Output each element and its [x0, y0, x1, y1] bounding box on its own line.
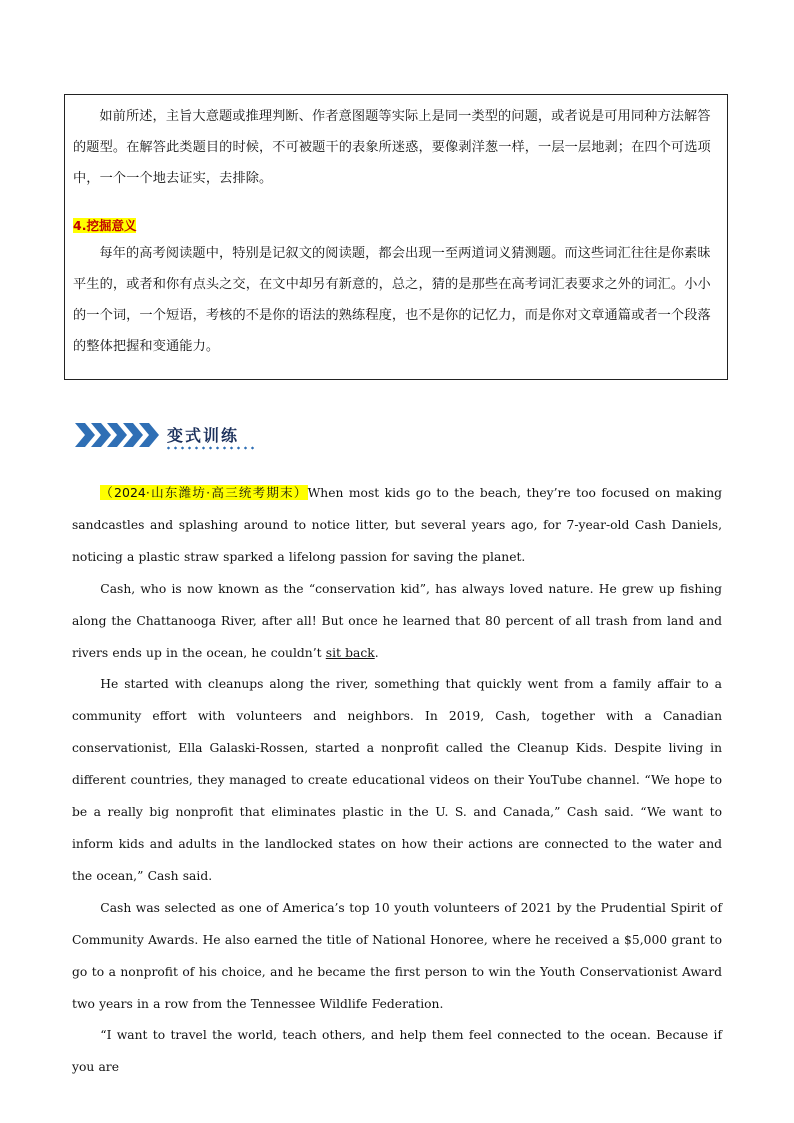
underlined-phrase: sit back: [325, 645, 375, 660]
passage-paragraph-1-text: When most kids go to the beach, they’re too focused on making sandcastles and splashing around to notice litter, but several years ago, for 7-year-old Cash Daniels, noticing a plastic straw sparked a lifelong passion for saving the planet.: [72, 486, 722, 564]
passage-paragraph-2-text: Cash, who is now known as the “conservation kid”, has always loved nature. He grew up fishing along the Chattanooga River, after all! But once he learned that 80 percent of all trash from land and rivers ends up in the ocean, he couldn’t: [72, 581, 722, 660]
tip-paragraph-1: 如前所述，主旨大意题或推理判断、作者意图题等实际上是同一类型的问题，或者说是可用同种方法解答的题型。在解答此类题目的时候，不可被题干的表象所迷惑，要像剥洋葱一样，一层一层地剥；在四个可选项中，一个一个地去证实，去排除。: [73, 109, 711, 186]
reading-passage: [72, 477, 722, 1084]
section-title: 变式训练: [167, 426, 240, 445]
passage-paragraph-2-end: .: [374, 645, 379, 660]
dotted-underline: [165, 446, 257, 450]
tip-paragraph-2: 每年的高考阅读题中，特别是记叙文的阅读题，都会出现一至两道词义猜测题。而这些词汇往往是你素昧平生的，或者和你有点头之交，在文中却另有新意的，总之，猜的是那些在高考词汇表要求之外的词汇。小小的一个词，一个短语，考核的不是你的语法的熟练程度，也不是你的记忆力，而是你对文章通篇或者一个段落的整体把握和变通能力。: [73, 246, 711, 354]
source-tag: （2024·山东潍坊·高三统考期末）: [100, 485, 308, 500]
tip-heading: [73, 216, 719, 236]
passage-paragraph-2: [72, 574, 722, 670]
strategy-tip-box: [64, 94, 728, 380]
tip-heading-text: 4.挖掘意义: [73, 218, 137, 233]
chevron-arrows-icon: [75, 423, 161, 447]
passage-paragraph-3: He started with cleanups along the river, something that quickly went from a family affair to a community effort with volunteers and neighbors. In 2019, Cash, together with a Canadian conservationist, Ella Galaski-Rossen, started a nonprofit called the Cleanup Kids. Despite living in different countries, they managed to create educational videos on their YouTube channel. “We hope to be a really big nonprofit that eliminates plastic in the U. S. and Canada,” Cash said. “We want to inform kids and adults in the landlocked states on how their actions are connected to the water and the ocean,” Cash said.: [72, 677, 722, 883]
passage-paragraph-5: “I want to travel the world, teach others, and help them feel connected to the ocean. Because if you are: [72, 1028, 722, 1075]
tip-spacer: [73, 194, 719, 216]
passage-paragraph-4: Cash was selected as one of America’s top 10 youth volunteers of 2021 by the Prudential Spirit of Community Awards. He also earned the title of National Honoree, where he received a $5,000 grant to go to a nonprofit of his choice, and he became the first person to win the Youth Conservationist Award two years in a row from the Tennessee Wildlife Federation.: [72, 900, 722, 1011]
section-header: [75, 420, 265, 452]
passage-paragraph-1: [72, 477, 722, 574]
